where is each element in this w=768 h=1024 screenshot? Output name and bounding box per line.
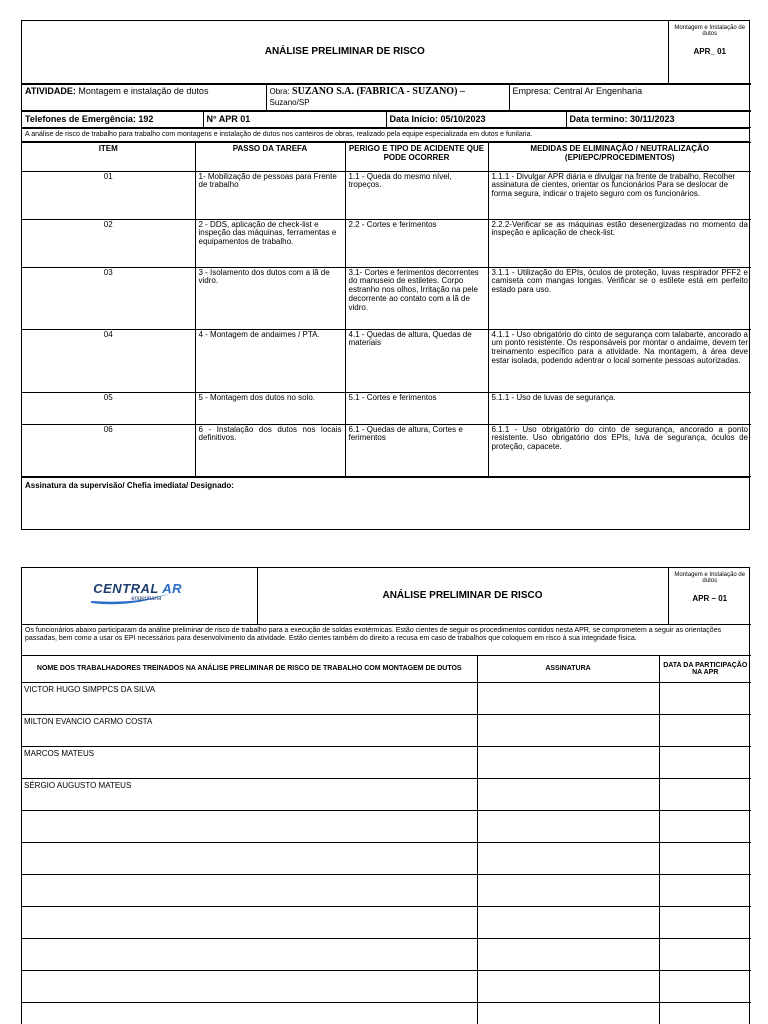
apr-intro-text: A análise de risco de trabalho para trabalho com montagens e instalação de dutos nos canteiros de obras, realizado pela equipe especializada em dutos e funilaria. (22, 128, 749, 142)
empresa-cell: Empresa: Central Ar Engenharia (509, 84, 751, 110)
signature-field[interactable] (477, 842, 659, 874)
attendance-table (22, 655, 751, 1024)
form2-title: ANÁLISE PRELIMINAR DE RISCO (257, 568, 668, 624)
row-perigo: 5.1 - Cortes e ferimentos (345, 392, 488, 424)
atividade-value: Montagem e instalação de dutos (78, 85, 209, 96)
table-row (22, 392, 751, 424)
row-medidas: 6.1.1 - Uso obrigatório do cinto de segurança, ancorado a ponto resistente. Uso obrigatório dos EPIs, luva de segurança, óculos de proteção, capacete. (488, 424, 751, 476)
worker-name: MARCOS MATEUS (22, 746, 477, 778)
telefones-emergencia: Telefones de Emergência: 192 (22, 111, 203, 127)
signature-field[interactable] (477, 938, 659, 970)
attendance-intro-text: Os funcionários abaixo participaram da análise preliminar de risco de trabalho para a execução de soldas exotérmicas. Estão cientes de seguir os procedimentos contidos nesta APR, se comprometem a seguir as orientações passadas, bem como a usar os EPI necessários para desenvolvimento da atividade. Estão cientes também do direito a recusa em caso de trabalhos que coloquem em risco à sua integridade física. (25, 626, 722, 643)
attendance-row (22, 938, 751, 970)
table-row (22, 267, 751, 329)
table-row (22, 171, 751, 219)
company-logo-cell (22, 568, 257, 624)
form-side-box (668, 21, 751, 83)
table-row (22, 424, 751, 476)
obra-value: SUZANO S.A. (FABRICA - SUZANO) – (292, 85, 465, 97)
participation-date-field[interactable] (659, 746, 751, 778)
signature-field[interactable] (477, 714, 659, 746)
form-side-label: Montagem e Instalação de dutos (674, 25, 746, 37)
worker-name (22, 938, 477, 970)
signature-field[interactable] (477, 906, 659, 938)
apr2-header-table (22, 568, 751, 625)
atividade-label: ATIVIDADE: (25, 85, 76, 96)
apr-form-sheet (21, 20, 750, 530)
attendance-row (22, 906, 751, 938)
form2-side-box (668, 568, 751, 624)
row-perigo: 4.1 - Quedas de altura, Quedas de materiais (345, 329, 488, 392)
apr-header-table (22, 21, 751, 84)
participation-date-field[interactable] (659, 874, 751, 906)
row-passo: 5 - Montagem dos dutos no solo. (195, 392, 345, 424)
row-perigo: 3.1- Cortes e ferimentos decorrentes do manuseio de estiletes. Corpo estranho nos olhos, Irritação na pele decorrente ao contato com a lã de vidro. (345, 267, 488, 329)
numero-apr: N° APR 01 (203, 111, 386, 127)
row-item: 04 (22, 329, 195, 392)
col-item: ITEM (22, 142, 195, 171)
data-termino: Data termino: 30/11/2023 (566, 111, 751, 127)
row-item: 01 (22, 171, 195, 219)
worker-name (22, 906, 477, 938)
logo-text: CENTRAL AR (93, 581, 183, 597)
col-perigo: PERIGO E TIPO DE ACIDENTE QUE PODE OCORRER (345, 142, 488, 171)
signature-field[interactable] (477, 746, 659, 778)
participation-date-field[interactable] (659, 970, 751, 1002)
worker-name: SÉRGIO AUGUSTO MATEUS (22, 778, 477, 810)
attendance-row (22, 874, 751, 906)
participation-date-field[interactable] (659, 714, 751, 746)
attendance-row (22, 778, 751, 810)
row-medidas: 5.1.1 - Uso de luvas de segurança. (488, 392, 751, 424)
worker-name: MILTON EVANCIO CARMO COSTA (22, 714, 477, 746)
row-item: 05 (22, 392, 195, 424)
participation-date-field[interactable] (659, 778, 751, 810)
row-medidas: 2.2.2-Verificar se as máquinas estão desenergizadas no momento da inspeção e aplicação de check-list. (488, 219, 751, 267)
obra-sub: Suzano/SP (269, 97, 310, 107)
attendance-row (22, 1002, 751, 1024)
obra-label: Obra: (269, 86, 290, 96)
row-passo: 1- Mobilização de pessoas para Frente de trabalho (195, 171, 345, 219)
table-row (22, 329, 751, 392)
row-perigo: 2.2 - Cortes e ferimentos (345, 219, 488, 267)
attendance-row (22, 714, 751, 746)
signature-field[interactable] (477, 778, 659, 810)
signature-field[interactable] (477, 810, 659, 842)
worker-name: VICTOR HUGO SIMPPCS DA SILVA (22, 682, 477, 714)
apr-info-table (22, 84, 751, 111)
signature-field[interactable] (477, 970, 659, 1002)
participation-date-field[interactable] (659, 1002, 751, 1024)
signature-field[interactable] (477, 874, 659, 906)
participation-date-field[interactable] (659, 906, 751, 938)
obra-cell (266, 84, 509, 110)
row-item: 03 (22, 267, 195, 329)
apr-attendance-sheet (21, 567, 750, 1024)
worker-name (22, 1002, 477, 1024)
attendance-row (22, 810, 751, 842)
row-medidas: 4.1.1 - Uso obrigatório do cinto de segurança com talabarte, ancorado a um ponto resistente. Os responsáveis por montar o andaime, devem ter treinamento específico para a atividade. Na montagem, à área deve estar isolada, podendo adentrar o local somente pessoas autorizadas. (488, 329, 751, 392)
row-passo: 3 - Isolamento dos dutos com a lã de vidro. (195, 267, 345, 329)
attendance-row (22, 842, 751, 874)
attendance-row (22, 682, 751, 714)
row-medidas: 1.1.1 - Divulgar APR diária e divulgar na frente de trabalho, Recolher assinatura de cientes, orientar os funcionários Para se deslocar de forma segura, indicar o trajeto seguro com os funcionários. (488, 171, 751, 219)
table-row (22, 219, 751, 267)
participation-date-field[interactable] (659, 682, 751, 714)
form2-code: APR – 01 (692, 594, 728, 603)
participation-date-field[interactable] (659, 938, 751, 970)
risk-table (22, 142, 751, 477)
apr-phone-table (22, 111, 751, 128)
signature-field[interactable] (477, 1002, 659, 1024)
row-medidas: 3.1.1 - Utilização do EPIs, óculos de proteção, luvas respirador PFF2 e camiseta com mangas longas. Verificar se o estilete está em perfeito estado para uso. (488, 267, 751, 329)
central-ar-logo (89, 579, 189, 607)
worker-name (22, 970, 477, 1002)
row-passo: 4 - Montagem de andaimes / PTA. (195, 329, 345, 392)
col-data: DATA DA PARTICIPAÇÃO NA APR (659, 655, 751, 682)
row-item: 06 (22, 424, 195, 476)
form-title: ANÁLISE PRELIMINAR DE RISCO (22, 21, 668, 83)
worker-name (22, 842, 477, 874)
row-item: 02 (22, 219, 195, 267)
form-code: APR_ 01 (693, 47, 726, 56)
row-perigo: 1.1 - Queda do mesmo nível, tropeços. (345, 171, 488, 219)
signature-field[interactable] (477, 682, 659, 714)
row-perigo: 6.1 - Quedas de altura, Cortes e ferimentos (345, 424, 488, 476)
participation-date-field[interactable] (659, 842, 751, 874)
atividade-cell (22, 84, 266, 110)
assinatura-supervisao: Assinatura da supervisão/ Chefia imediata/ Designado: (22, 477, 749, 514)
form2-side-label: Montagem e Instalação de dutos (674, 572, 746, 584)
participation-date-field[interactable] (659, 810, 751, 842)
row-passo: 2 - DDS, aplicação de check-list e inspeção das máquinas, ferramentas e equipamentos de trabalho. (195, 219, 345, 267)
col-assinatura: ASSINATURA (477, 655, 659, 682)
col-passo: PASSO DA TAREFA (195, 142, 345, 171)
worker-name (22, 810, 477, 842)
logo-subtext: engenharia (131, 596, 162, 603)
worker-name (22, 874, 477, 906)
attendance-row (22, 746, 751, 778)
col-nomes: NOME DOS TRABALHADORES TREINADOS NA ANÁLISE PRELIMINAR DE RISCO DE TRABALHO COM MONTAGEM DE DUTOS (22, 655, 477, 682)
col-medidas: MEDIDAS DE ELIMINAÇÃO / NEUTRALIZAÇÃO (EPI/EPC/PROCEDIMENTOS) (488, 142, 751, 171)
row-passo: 6 - Instalação dos dutos nos locais definitivos. (195, 424, 345, 476)
data-inicio: Data Início: 05/10/2023 (386, 111, 566, 127)
attendance-row (22, 970, 751, 1002)
